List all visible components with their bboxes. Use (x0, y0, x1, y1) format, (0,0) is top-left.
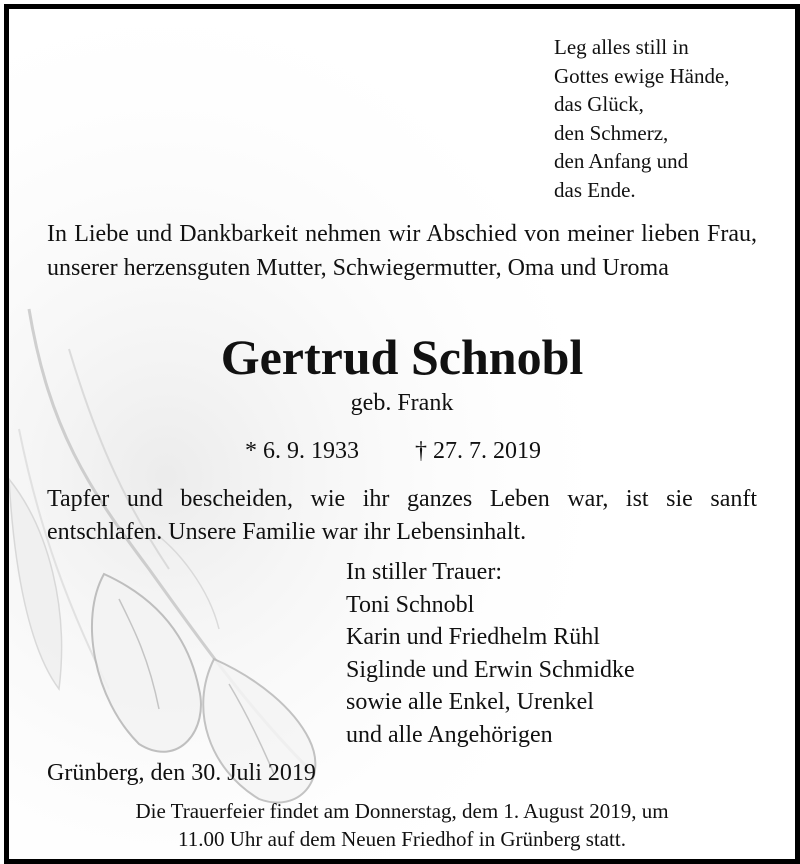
place-and-date: Grünberg, den 30. Juli 2019 (47, 760, 316, 786)
funeral-line: Die Trauerfeier findet am Donnerstag, dem 1. August 2019, um (135, 799, 669, 823)
mourners-list (346, 556, 635, 752)
death-date: † 27. 7. 2019 (415, 438, 541, 464)
mourner-name: Toni Schnobl (346, 591, 475, 618)
poem-line: den Schmerz, (554, 120, 669, 145)
birth-date: * 6. 9. 1933 (245, 438, 359, 464)
poem-line: den Anfang und (554, 149, 689, 174)
funeral-line: 11.00 Uhr auf dem Neuen Friedhof in Grünberg statt. (178, 827, 626, 851)
tribute-text: Tapfer und bescheiden, wie ihr ganzes Leben war, ist sie sanft entschlafen. Unsere Familie war ihr Lebensinhalt. (47, 486, 757, 545)
poem (554, 33, 730, 205)
poem-line: das Ende. (554, 177, 636, 202)
intro-text: In Liebe und Dankbarkeit nehmen wir Abschied von meiner lieben Frau, unserer herzensguten Mutter, Schwiegermutter, Oma und Uroma (47, 221, 757, 281)
mourner-name: und alle Angehörigen (346, 721, 553, 748)
funeral-notice (9, 797, 795, 853)
mourners-heading: In stiller Trauer: (346, 559, 502, 585)
maiden-name: geb. Frank (350, 390, 454, 416)
mourner-name: Karin und Friedhelm Rühl (346, 624, 600, 651)
mourner-name: sowie alle Enkel, Urenkel (346, 689, 594, 716)
poem-line: das Glück, (554, 92, 644, 117)
poem-line: Leg alles still in (554, 35, 689, 59)
deceased-name: Gertrud Schnobl (220, 329, 584, 385)
mourner-name: Siglinde und Erwin Schmidke (346, 656, 635, 683)
obituary-notice (4, 4, 800, 864)
poem-line: Gottes ewige Hände, (554, 63, 730, 88)
life-dates (245, 435, 541, 467)
